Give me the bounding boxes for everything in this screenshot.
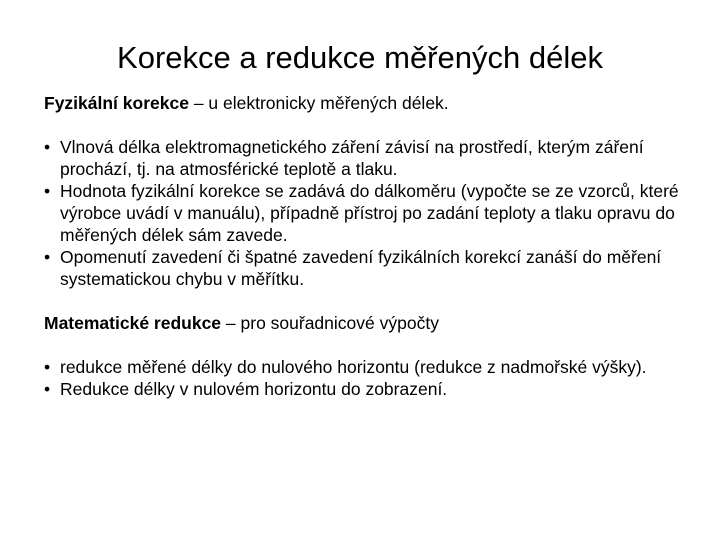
section-heading-rest: – u elektronicky měřených délek. xyxy=(188,93,449,113)
bullet-marker: • xyxy=(44,379,51,399)
list-item-text: Vlnová délka elektromagnetického záření závisí na prostředí, kterým záření prochází, tj. na atmosférické teplotě a tlaku. xyxy=(60,137,644,179)
list-item xyxy=(44,378,694,400)
section-heading-rest: – pro souřadnicové výpočty xyxy=(221,313,439,333)
spacer xyxy=(44,334,694,356)
bullet-marker: • xyxy=(44,181,51,201)
spacer xyxy=(44,290,694,312)
list-item-text: Hodnota fyzikální korekce se zadává do dálkoměru (vypočte se ze vzorců, které výrobce uvádí v manuálu), případně přístroj po zadání teploty a tlaku opravu do měřených délek sám zavede. xyxy=(60,181,679,245)
section-heading-bold: Fyzikální korekce xyxy=(44,93,189,113)
list-item xyxy=(44,246,694,290)
section-heading-physical xyxy=(44,92,694,114)
slide-body xyxy=(44,92,694,400)
list-item xyxy=(44,136,694,180)
list-item-text: redukce měřené délky do nulového horizontu (redukce z nadmořské výšky). xyxy=(60,357,647,377)
bullet-marker: • xyxy=(44,247,51,267)
list-item-text: Opomenutí zavedení či špatné zavedení fyzikálních korekcí zanáší do měření systematickou chybu v měřítku. xyxy=(60,247,662,289)
bullet-marker: • xyxy=(44,357,51,377)
section-heading-mathematical xyxy=(44,312,694,334)
slide-title: Korekce a redukce měřených délek xyxy=(117,40,603,75)
section-heading-bold: Matematické redukce xyxy=(44,313,222,333)
bullet-marker: • xyxy=(44,137,51,157)
list-item xyxy=(44,180,694,246)
list-item-text: Redukce délky v nulovém horizontu do zobrazení. xyxy=(60,379,448,399)
list-item xyxy=(44,356,694,378)
bullet-list-physical xyxy=(44,136,694,290)
spacer xyxy=(44,114,694,136)
bullet-list-mathematical xyxy=(44,356,694,400)
